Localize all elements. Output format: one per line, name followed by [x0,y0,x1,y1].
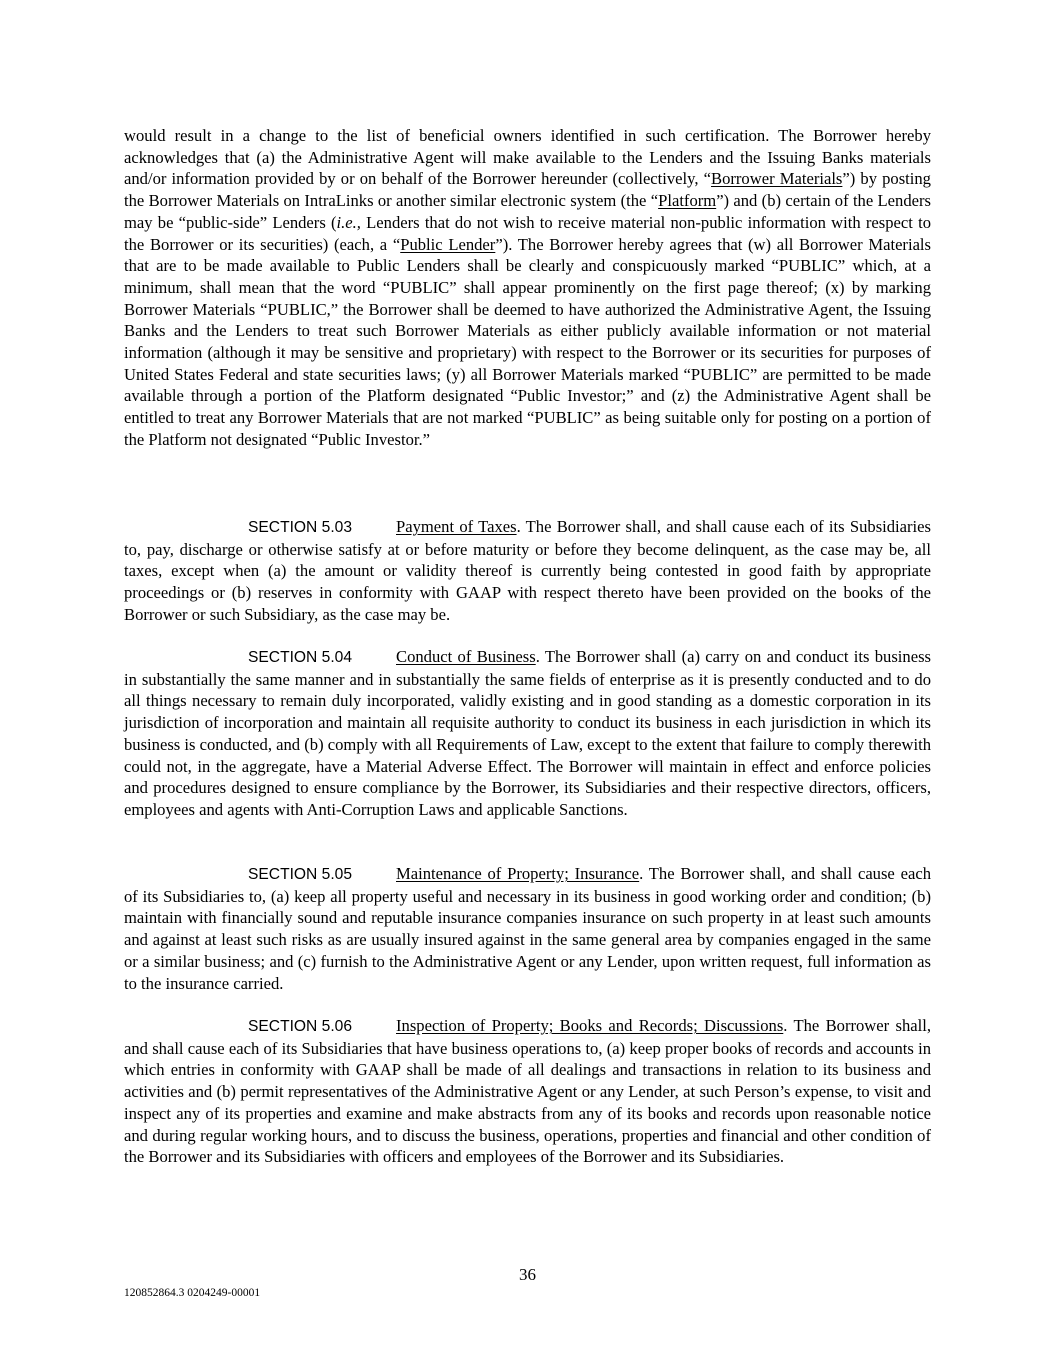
section-5-06 [124,1015,931,1168]
section-title: Payment of Taxes [396,517,517,536]
section-title: Maintenance of Property; Insurance [396,864,640,883]
section-body: . The Borrower shall, and shall cause each of its Subsidiaries to, pay, discharge or otherwise satisfy at or before maturity or before they become delinquent, as the case may be, all taxes, except when (a) the amount or validity thereof is currently being contested in good faith by appropriate proceedings or (b) reserves in conformity with GAAP with respect thereto have been provided on the books of the Borrower or such Subsidiary, as the case may be. [124,517,931,624]
section-5-04 [124,646,931,821]
section-body: . The Borrower shall, and shall cause each of its Subsidiaries to, (a) keep all property useful and necessary in its business in good working order and condition; (b) maintain with financially sound and reputable insurance companies insurance on such property in at least such amounts and against at least such risks as are usually insured against in the same general area by companies engaged in the same or a similar business; and (c) furnish to the Administrative Agent or any Lender, upon written request, full information as to the insurance carried. [124,864,931,993]
section-5-05 [124,863,931,994]
text-run: ”) and (b) certain of the Lenders may be “public-side” Lenders ( [124,191,931,232]
text-run: would result in a change to the list of beneficial owners identified in such certification. The Borrower hereby acknowledges that (a) the Administrative Agent will make available to the Lenders and the Issuing Banks materials and/or information provided by or on behalf of the Borrower hereunder (collectively, “ [124,126,931,189]
section-title: Inspection of Property; Books and Records; Discussions [396,1016,784,1035]
section-5-03 [124,516,931,626]
defined-term-public-lender: Public Lender [400,234,496,254]
italic-ie: i.e., [336,212,361,232]
paragraph-borrower-materials [124,125,931,451]
section-title: Conduct of Business [396,647,536,666]
section-number: SECTION 5.03 [248,519,352,536]
section-number: SECTION 5.06 [248,1018,352,1035]
section-number: SECTION 5.04 [248,649,352,666]
section-body: . The Borrower shall, and shall cause each of its Subsidiaries that have business operations to, (a) keep proper books of records and accounts in which entries in conformity with GAAP shall be made of all dealings and transactions in relation to its business and activities and (b) permit representatives of the Administrative Agent or any Lender, at such Person’s expense, to visit and inspect any of its properties and examine and make abstracts from any of its books and records upon reasonable notice and during regular working hours, and to discuss the business, operations, properties and financial and other condition of the Borrower and its Subsidiaries with officers and employees of the Borrower and its Subsidiaries. [124,1016,931,1167]
text-run: Lenders that do not wish to receive material non-public information with respect to the Borrower or its securities) (each, a “ [124,212,931,254]
defined-term-platform: Platform [658,191,717,211]
document-id: 120852864.3 0204249-00001 [124,1287,261,1299]
section-body: . The Borrower shall (a) carry on and conduct its business in substantially the same manner and in substantially the same fields of enterprise as it is presently conducted and to do all things necessary to remain duly incorporated, validly existing and in good standing as a domestic corporation in its jurisdiction of incorporation and maintain all requisite authority to conduct its business in each jurisdiction in which its business is conducted, and (b) comply with all Requirements of Law, except to the extent that failure to comply therewith could not, in the aggregate, have a Material Adverse Effect. The Borrower will maintain in effect and enforce policies and procedures designed to ensure compliance by the Borrower, its Subsidiaries and their respective directors, officers, employees and agents with Anti-Corruption Laws and applicable Sanctions. [124,647,931,819]
page-number: 36 [519,1265,536,1284]
section-number: SECTION 5.05 [248,866,352,883]
defined-term-borrower-materials: Borrower Materials [711,169,843,189]
text-run: ”). The Borrower hereby agrees that (w) all Borrower Materials that are to be made available to Public Lenders shall be clearly and conspicuously marked “PUBLIC” which, at a minimum, shall mean that the word “PUBLIC” shall appear prominently on the first page thereof; (x) by marking Borrower Materials “PUBLIC,” the Borrower shall be deemed to have authorized the Administrative Agent, the Issuing Banks and the Lenders to treat such Borrower Materials as either publicly available information or not material information (although it may be sensitive and proprietary) with respect to the Borrower or its securities for purposes of United States Federal and state securities laws; (y) all Borrower Materials marked “PUBLIC” are permitted to be made available through a portion of the Platform designated “Public Investor;” and (z) the Administrative Agent shall be entitled to treat any Borrower Materials that are not marked “PUBLIC” as being suitable only for posting on a portion of the Platform not designated “Public Investor.” [124,234,931,449]
text-run: ”) by posting the Borrower Materials on IntraLinks or another similar electronic system (the “ [124,169,931,211]
